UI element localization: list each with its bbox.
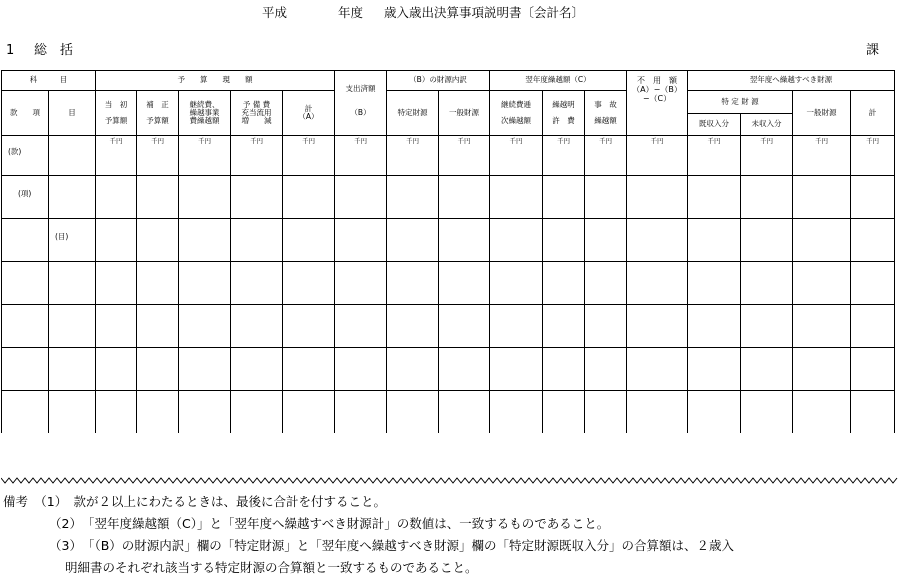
unit-cell: 千円 — [543, 136, 585, 176]
header-shishutsu-b: （B） — [350, 108, 371, 118]
unit-cell: 千円 — [585, 136, 627, 176]
unit-cell: 千円 — [793, 136, 851, 176]
header-keizoku-1: 継続費、 — [189, 99, 220, 109]
header-keizoku-kuri-1: 継続費逓 — [501, 99, 531, 109]
header-fuyo-formula2: −（C） — [642, 93, 672, 103]
header-hosei-1: 補 正 — [146, 99, 169, 109]
note-3-text: 「（B）の財源内訳」欄の「特定財源」と「翌年度へ繰越すべき財源」欄の「特定財源既収入分」の合算額は、２歳入 — [88, 538, 735, 553]
note-3-num: （3） — [49, 538, 76, 553]
header-yokunen-zaigen: 翌年度へ繰越すべき財源 — [688, 71, 895, 91]
header-kou: 項 — [32, 107, 40, 117]
header-keizoku — [179, 91, 231, 136]
header-yobi — [231, 91, 283, 136]
header-toshoyo — [96, 91, 137, 136]
header-yobi-3: 増 減 — [241, 116, 272, 126]
header-keizoku-kuri-2: 次繰越額 — [501, 116, 531, 125]
header-meikyo-2: 許 費 — [552, 116, 575, 125]
row-label-kan: (款) — [2, 136, 49, 176]
unit-cell: 千円 — [96, 136, 137, 176]
header-yosan-gensu: 予 算 現 額 — [96, 71, 335, 91]
unit-cell: 千円 — [627, 136, 688, 176]
header-kei-a: （A） — [298, 112, 319, 121]
header-kamoku: 科 目 — [2, 71, 96, 91]
header-yobi-1: 予 備 費 — [242, 99, 271, 109]
unit-cell: 千円 — [231, 136, 283, 176]
header-tokutei-zaigen: 特 定 財 源 — [688, 91, 793, 114]
unit-cell: 千円 — [490, 136, 543, 176]
header-kishu: 既収入分 — [688, 114, 741, 136]
title-text: 歳入歳出決算事項説明書〔会計名〕 — [384, 5, 585, 20]
notes — [3, 491, 734, 579]
header-meikyo-1: 繰越明 — [552, 99, 575, 109]
header-keizoku-2: 繰越事業 — [189, 107, 220, 117]
header-jiko — [585, 91, 627, 136]
header-fuyo-label: 不 用 額 — [637, 76, 677, 85]
header-tokutei: 特定財源 — [387, 91, 439, 136]
row-label-moku: (目) — [49, 219, 96, 262]
section-label: 総 括 — [34, 43, 74, 58]
header-ippan2: 一般財源 — [793, 91, 851, 136]
header-zaigen-uchiwake: （B）の財源内訳 — [387, 71, 490, 91]
header-kan: 款 — [10, 107, 18, 117]
note-1-text: 款が２以上にわたるときは、最後に合計を付すること。 — [73, 494, 387, 509]
department-suffix: 課 — [866, 43, 880, 58]
unit-cell: 千円 — [688, 136, 741, 176]
unit-cell: 千円 — [851, 136, 895, 176]
unit-cell: 千円 — [439, 136, 490, 176]
section-number: 1 — [6, 43, 15, 58]
header-shishutsu — [335, 71, 387, 136]
header-toshoyo-1: 当 初 — [104, 99, 128, 109]
note-2-text: 「翌年度繰越額（C）」と「翌年度へ繰越すべき財源計」の数値は、一致するものであること。 — [88, 516, 610, 531]
header-fuyo-formula1: （A）−（B） — [632, 84, 682, 94]
note-1-num: （1） — [40, 494, 61, 509]
notes-label: 備考 — [3, 494, 29, 509]
unit-cell: 千円 — [283, 136, 335, 176]
header-jiko-1: 事 故 — [594, 99, 617, 109]
settlement-table — [1, 70, 895, 433]
header-keizoku-3: 費繰越額 — [189, 116, 220, 126]
header-mishu: 未収入分 — [741, 114, 793, 136]
header-kei2: 計 — [851, 91, 895, 136]
note-2 — [3, 513, 734, 535]
section-heading — [6, 39, 73, 58]
header-kei-label: 計 — [304, 103, 313, 113]
cell-empty — [49, 136, 96, 176]
header-yokunen-kurikoshi: 翌年度繰越額（C） — [490, 71, 627, 91]
title-era: 平成 — [262, 5, 288, 20]
header-shishutsu-label: 支出済額 — [345, 84, 376, 93]
note-2-num: （2） — [49, 516, 76, 531]
header-kei — [283, 91, 335, 136]
header-toshoyo-2: 予算額 — [104, 116, 128, 125]
header-keizoku-kuri — [490, 91, 543, 136]
unit-cell: 千円 — [741, 136, 793, 176]
unit-cell: 千円 — [179, 136, 231, 176]
unit-cell: 千円 — [335, 136, 387, 176]
header-yobi-2: 充当流用 — [241, 107, 272, 117]
header-kan-kou — [2, 91, 49, 136]
header-moku: 目 — [49, 91, 96, 136]
header-jiko-2: 繰越額 — [594, 116, 617, 125]
row-label-kou: (項) — [2, 176, 49, 219]
unit-cell: 千円 — [387, 136, 439, 176]
header-ippan: 一般財源 — [439, 91, 490, 136]
header-meikyo — [543, 91, 585, 136]
cut-line — [1, 476, 901, 486]
title-year: 年度 — [338, 5, 364, 20]
note-3-continued: 明細書のそれぞれ該当する特定財源の合算額と一致するものであること。 — [65, 560, 478, 575]
note-3 — [3, 535, 734, 557]
header-fuyo — [627, 71, 688, 136]
header-hosei — [137, 91, 179, 136]
note-1 — [3, 491, 734, 513]
unit-cell: 千円 — [137, 136, 179, 176]
header-hosei-2: 予算額 — [146, 116, 169, 125]
